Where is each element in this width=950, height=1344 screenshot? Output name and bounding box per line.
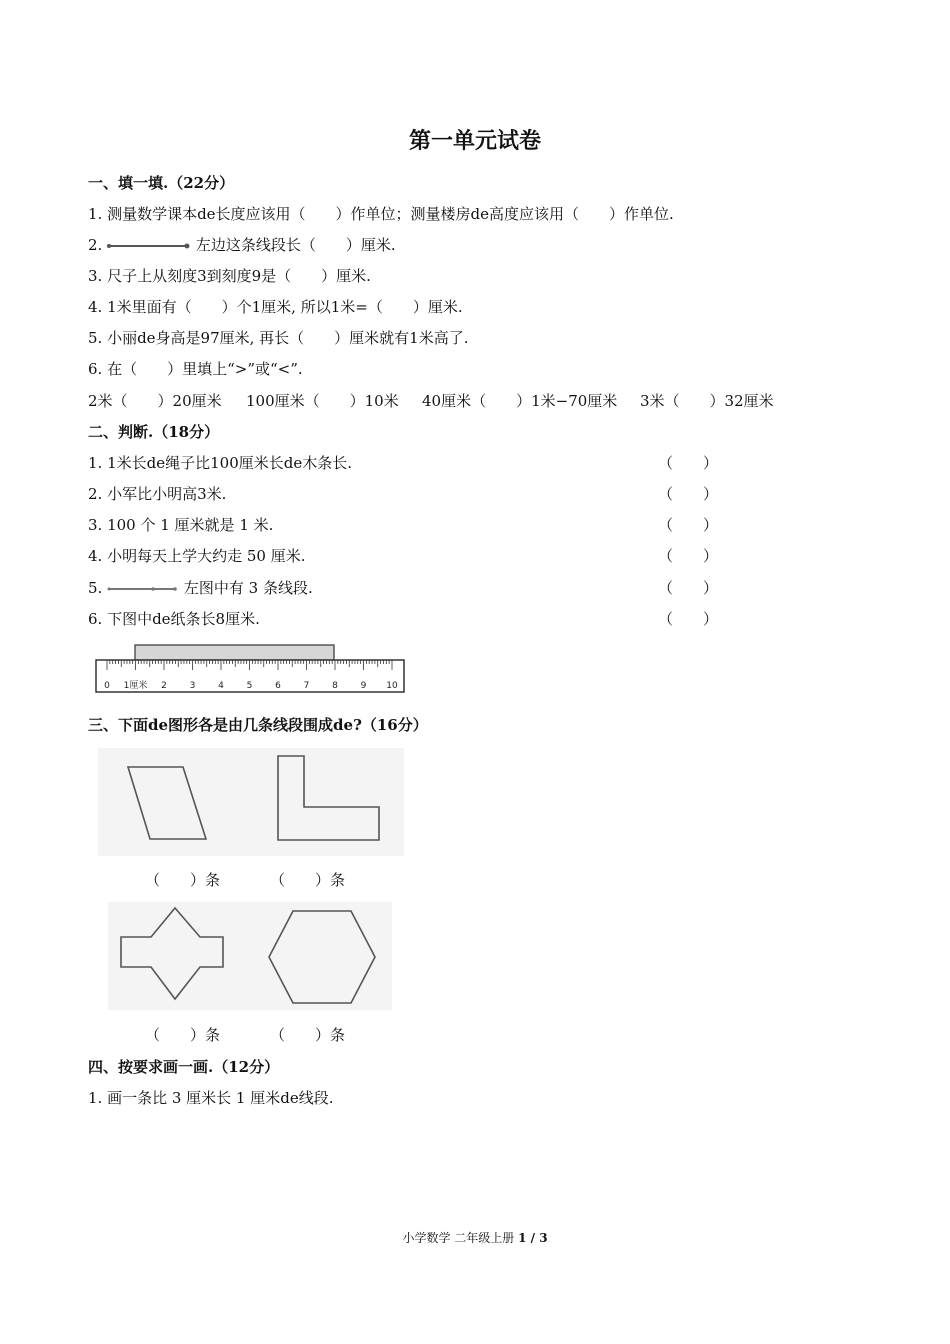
page-footer <box>0 1229 950 1246</box>
shape-answer-blank: （ ）条 <box>270 1026 346 1044</box>
judge-item-5-number: 5. <box>88 579 103 597</box>
judge-item-4: 4. 小明每天上学大约走 50 厘米. <box>88 547 306 565</box>
judge-item-3: 3. 100 个 1 厘米就是 1 米. <box>88 516 274 534</box>
judge-item-6: 6. 下图中de纸条长8厘米. <box>88 610 260 628</box>
ruler-label: 6 <box>275 681 281 691</box>
comparison-row <box>88 390 774 411</box>
ruler-label: 2 <box>161 681 167 691</box>
judge-answer-blank: （ ） <box>658 485 719 503</box>
paper-strip <box>135 645 334 660</box>
shapes-panel-2 <box>108 902 392 1010</box>
question-1-1: 1. 测量数学课本de长度应该用（ ）作单位；测量楼房de高度应该用（ ）作单位. <box>88 205 674 223</box>
question-1-3: 3. 尺子上从刻度3到刻度9是（ ）厘米. <box>88 267 371 285</box>
page-number: 1 / 3 <box>518 1231 548 1245</box>
comparison-item: 40厘米（ ）1米−70厘米 <box>422 392 618 410</box>
section-2-heading: 二、判断.（18分） <box>88 423 220 441</box>
question-1-6: 6. 在（ ）里填上“>”或“<”. <box>88 360 303 378</box>
judge-item-2: 2. 小军比小明高3米. <box>88 485 227 503</box>
section-1-heading: 一、填一填.（22分） <box>88 174 235 192</box>
question-1-4: 4. 1米里面有（ ）个1厘米, 所以1米=（ ）厘米. <box>88 298 463 316</box>
shape-answer-blank: （ ）条 <box>145 1026 221 1044</box>
ruler-figure <box>94 642 406 694</box>
question-1-2-number: 2. <box>88 236 103 254</box>
judge-item-5-text: 左图中有 3 条线段. <box>183 579 313 597</box>
question-1-5: 5. 小丽de身高是97厘米, 再长（ ）厘米就有1米高了. <box>88 329 469 347</box>
ruler-label: 10 <box>386 681 398 691</box>
judge-item-5 <box>88 577 313 598</box>
judge-answer-blank: （ ） <box>658 579 719 597</box>
judge-answer-blank: （ ） <box>658 610 719 628</box>
judge-answer-blank: （ ） <box>658 516 719 534</box>
ruler-label: 8 <box>332 681 338 691</box>
comparison-item: 2米（ ）20厘米 <box>88 392 222 410</box>
comparison-item: 3米（ ）32厘米 <box>640 392 774 410</box>
comparison-item: 100厘米（ ）10米 <box>246 392 399 410</box>
judge-answer-blank: （ ） <box>658 454 719 472</box>
judge-answer-blank: （ ） <box>658 547 719 565</box>
ruler-label: 9 <box>360 681 367 691</box>
ruler-label: 7 <box>303 681 310 691</box>
section-3-heading: 三、下面de图形各是由几条线段围成de?（16分） <box>88 716 428 734</box>
shapes-panel-1 <box>98 748 404 856</box>
ruler-label: 0 <box>104 681 110 691</box>
section-4-heading: 四、按要求画一画.（12分） <box>88 1058 280 1076</box>
footer-text: 小学数学 二年级上册 <box>402 1231 515 1245</box>
question-1-2 <box>88 234 396 255</box>
ruler-label: 5 <box>246 681 253 691</box>
question-1-2-text: 左边这条线段长（ ）厘米. <box>195 236 396 254</box>
page-title: 第一单元试卷 <box>408 128 541 154</box>
line-segment-figure <box>107 241 191 251</box>
ruler-label: 4 <box>218 681 224 691</box>
question-4-1: 1. 画一条比 3 厘米长 1 厘米de线段. <box>88 1089 334 1107</box>
judge-item-1: 1. 1米长de绳子比100厘米长de木条长. <box>88 454 352 472</box>
line-segment-figure <box>107 584 179 594</box>
ruler-label: 1厘米 <box>123 681 148 691</box>
shape-answer-blank: （ ）条 <box>145 871 221 889</box>
ruler-label: 3 <box>189 681 196 691</box>
shape-answer-blank: （ ）条 <box>270 871 346 889</box>
